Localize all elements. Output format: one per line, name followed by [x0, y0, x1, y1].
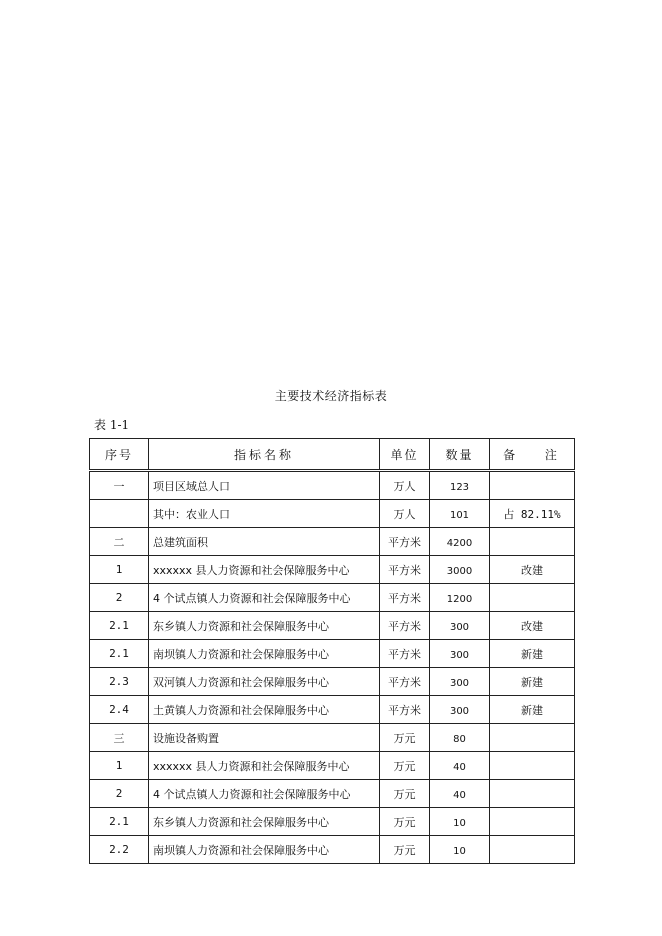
row-unit: 平方米: [380, 584, 430, 612]
row-name: 南坝镇人力资源和社会保障服务中心: [149, 640, 380, 668]
row-quantity: 300: [430, 668, 490, 696]
row-note: [490, 780, 575, 808]
row-name: xxxxxx 县人力资源和社会保障服务中心: [149, 752, 380, 780]
row-index: 2.1: [90, 808, 149, 836]
row-note: 新建: [490, 640, 575, 668]
row-quantity: 40: [430, 752, 490, 780]
table-row: [90, 500, 575, 528]
row-unit: 万元: [380, 780, 430, 808]
row-note: 占 82.11%: [490, 500, 575, 528]
table-row: [90, 612, 575, 640]
table-row: [90, 724, 575, 752]
row-note: 改建: [490, 556, 575, 584]
row-note: 新建: [490, 668, 575, 696]
row-index: 二: [90, 528, 149, 556]
row-name: 4 个试点镇人力资源和社会保障服务中心: [149, 780, 380, 808]
row-unit: 平方米: [380, 696, 430, 724]
row-note: [490, 808, 575, 836]
row-quantity: 3000: [430, 556, 490, 584]
table-row: [90, 752, 575, 780]
row-quantity: 1200: [430, 584, 490, 612]
row-note: [490, 584, 575, 612]
row-quantity: 40: [430, 780, 490, 808]
row-index: 2.2: [90, 836, 149, 864]
table-row: [90, 471, 575, 500]
table-row: [90, 668, 575, 696]
header-quantity: 数量: [430, 439, 490, 471]
row-unit: 万元: [380, 836, 430, 864]
row-name: 南坝镇人力资源和社会保障服务中心: [149, 836, 380, 864]
row-unit: 平方米: [380, 556, 430, 584]
row-quantity: 300: [430, 612, 490, 640]
row-index: 三: [90, 724, 149, 752]
row-quantity: 101: [430, 500, 490, 528]
table-header-row: [90, 439, 575, 471]
table-row: [90, 556, 575, 584]
row-index: 2.4: [90, 696, 149, 724]
row-unit: 平方米: [380, 612, 430, 640]
header-name: 指标名称: [149, 439, 380, 471]
table-row: [90, 808, 575, 836]
row-name: 土黄镇人力资源和社会保障服务中心: [149, 696, 380, 724]
document-title: 主要技术经济指标表: [274, 389, 388, 403]
row-name: 其中：农业人口: [149, 500, 380, 528]
row-note: [490, 724, 575, 752]
row-index: 2: [90, 584, 149, 612]
row-note: [490, 836, 575, 864]
row-name: 东乡镇人力资源和社会保障服务中心: [149, 612, 380, 640]
row-name: 双河镇人力资源和社会保障服务中心: [149, 668, 380, 696]
row-unit: 平方米: [380, 668, 430, 696]
row-unit: 平方米: [380, 640, 430, 668]
row-name: 设施设备购置: [149, 724, 380, 752]
row-name: xxxxxx 县人力资源和社会保障服务中心: [149, 556, 380, 584]
row-unit: 万元: [380, 808, 430, 836]
row-quantity: 123: [430, 471, 490, 500]
row-index: 2.1: [90, 640, 149, 668]
table-row: [90, 584, 575, 612]
header-unit: 单位: [380, 439, 430, 471]
table-row: [90, 640, 575, 668]
row-quantity: 10: [430, 808, 490, 836]
row-index: 一: [90, 471, 149, 500]
row-unit: 万人: [380, 471, 430, 500]
table-row: [90, 696, 575, 724]
row-note: [490, 752, 575, 780]
header-note: 备 注: [490, 439, 575, 471]
row-note: [490, 471, 575, 500]
header-index: 序号: [90, 439, 149, 471]
row-index: [90, 500, 149, 528]
row-index: 2: [90, 780, 149, 808]
row-index: 1: [90, 556, 149, 584]
row-note: [490, 528, 575, 556]
table-row: [90, 836, 575, 864]
indicator-table: [89, 438, 575, 864]
table-row: [90, 528, 575, 556]
row-name: 总建筑面积: [149, 528, 380, 556]
row-index: 2.3: [90, 668, 149, 696]
row-quantity: 300: [430, 696, 490, 724]
row-unit: 万元: [380, 752, 430, 780]
row-quantity: 300: [430, 640, 490, 668]
row-index: 2.1: [90, 612, 149, 640]
row-unit: 万元: [380, 724, 430, 752]
row-name: 项目区域总人口: [149, 471, 380, 500]
row-quantity: 80: [430, 724, 490, 752]
row-note: 改建: [490, 612, 575, 640]
row-quantity: 4200: [430, 528, 490, 556]
row-unit: 万人: [380, 500, 430, 528]
row-unit: 平方米: [380, 528, 430, 556]
row-index: 1: [90, 752, 149, 780]
table-row: [90, 780, 575, 808]
row-name: 4 个试点镇人力资源和社会保障服务中心: [149, 584, 380, 612]
row-note: 新建: [490, 696, 575, 724]
row-quantity: 10: [430, 836, 490, 864]
table-label: 表 1-1: [94, 418, 130, 432]
row-name: 东乡镇人力资源和社会保障服务中心: [149, 808, 380, 836]
